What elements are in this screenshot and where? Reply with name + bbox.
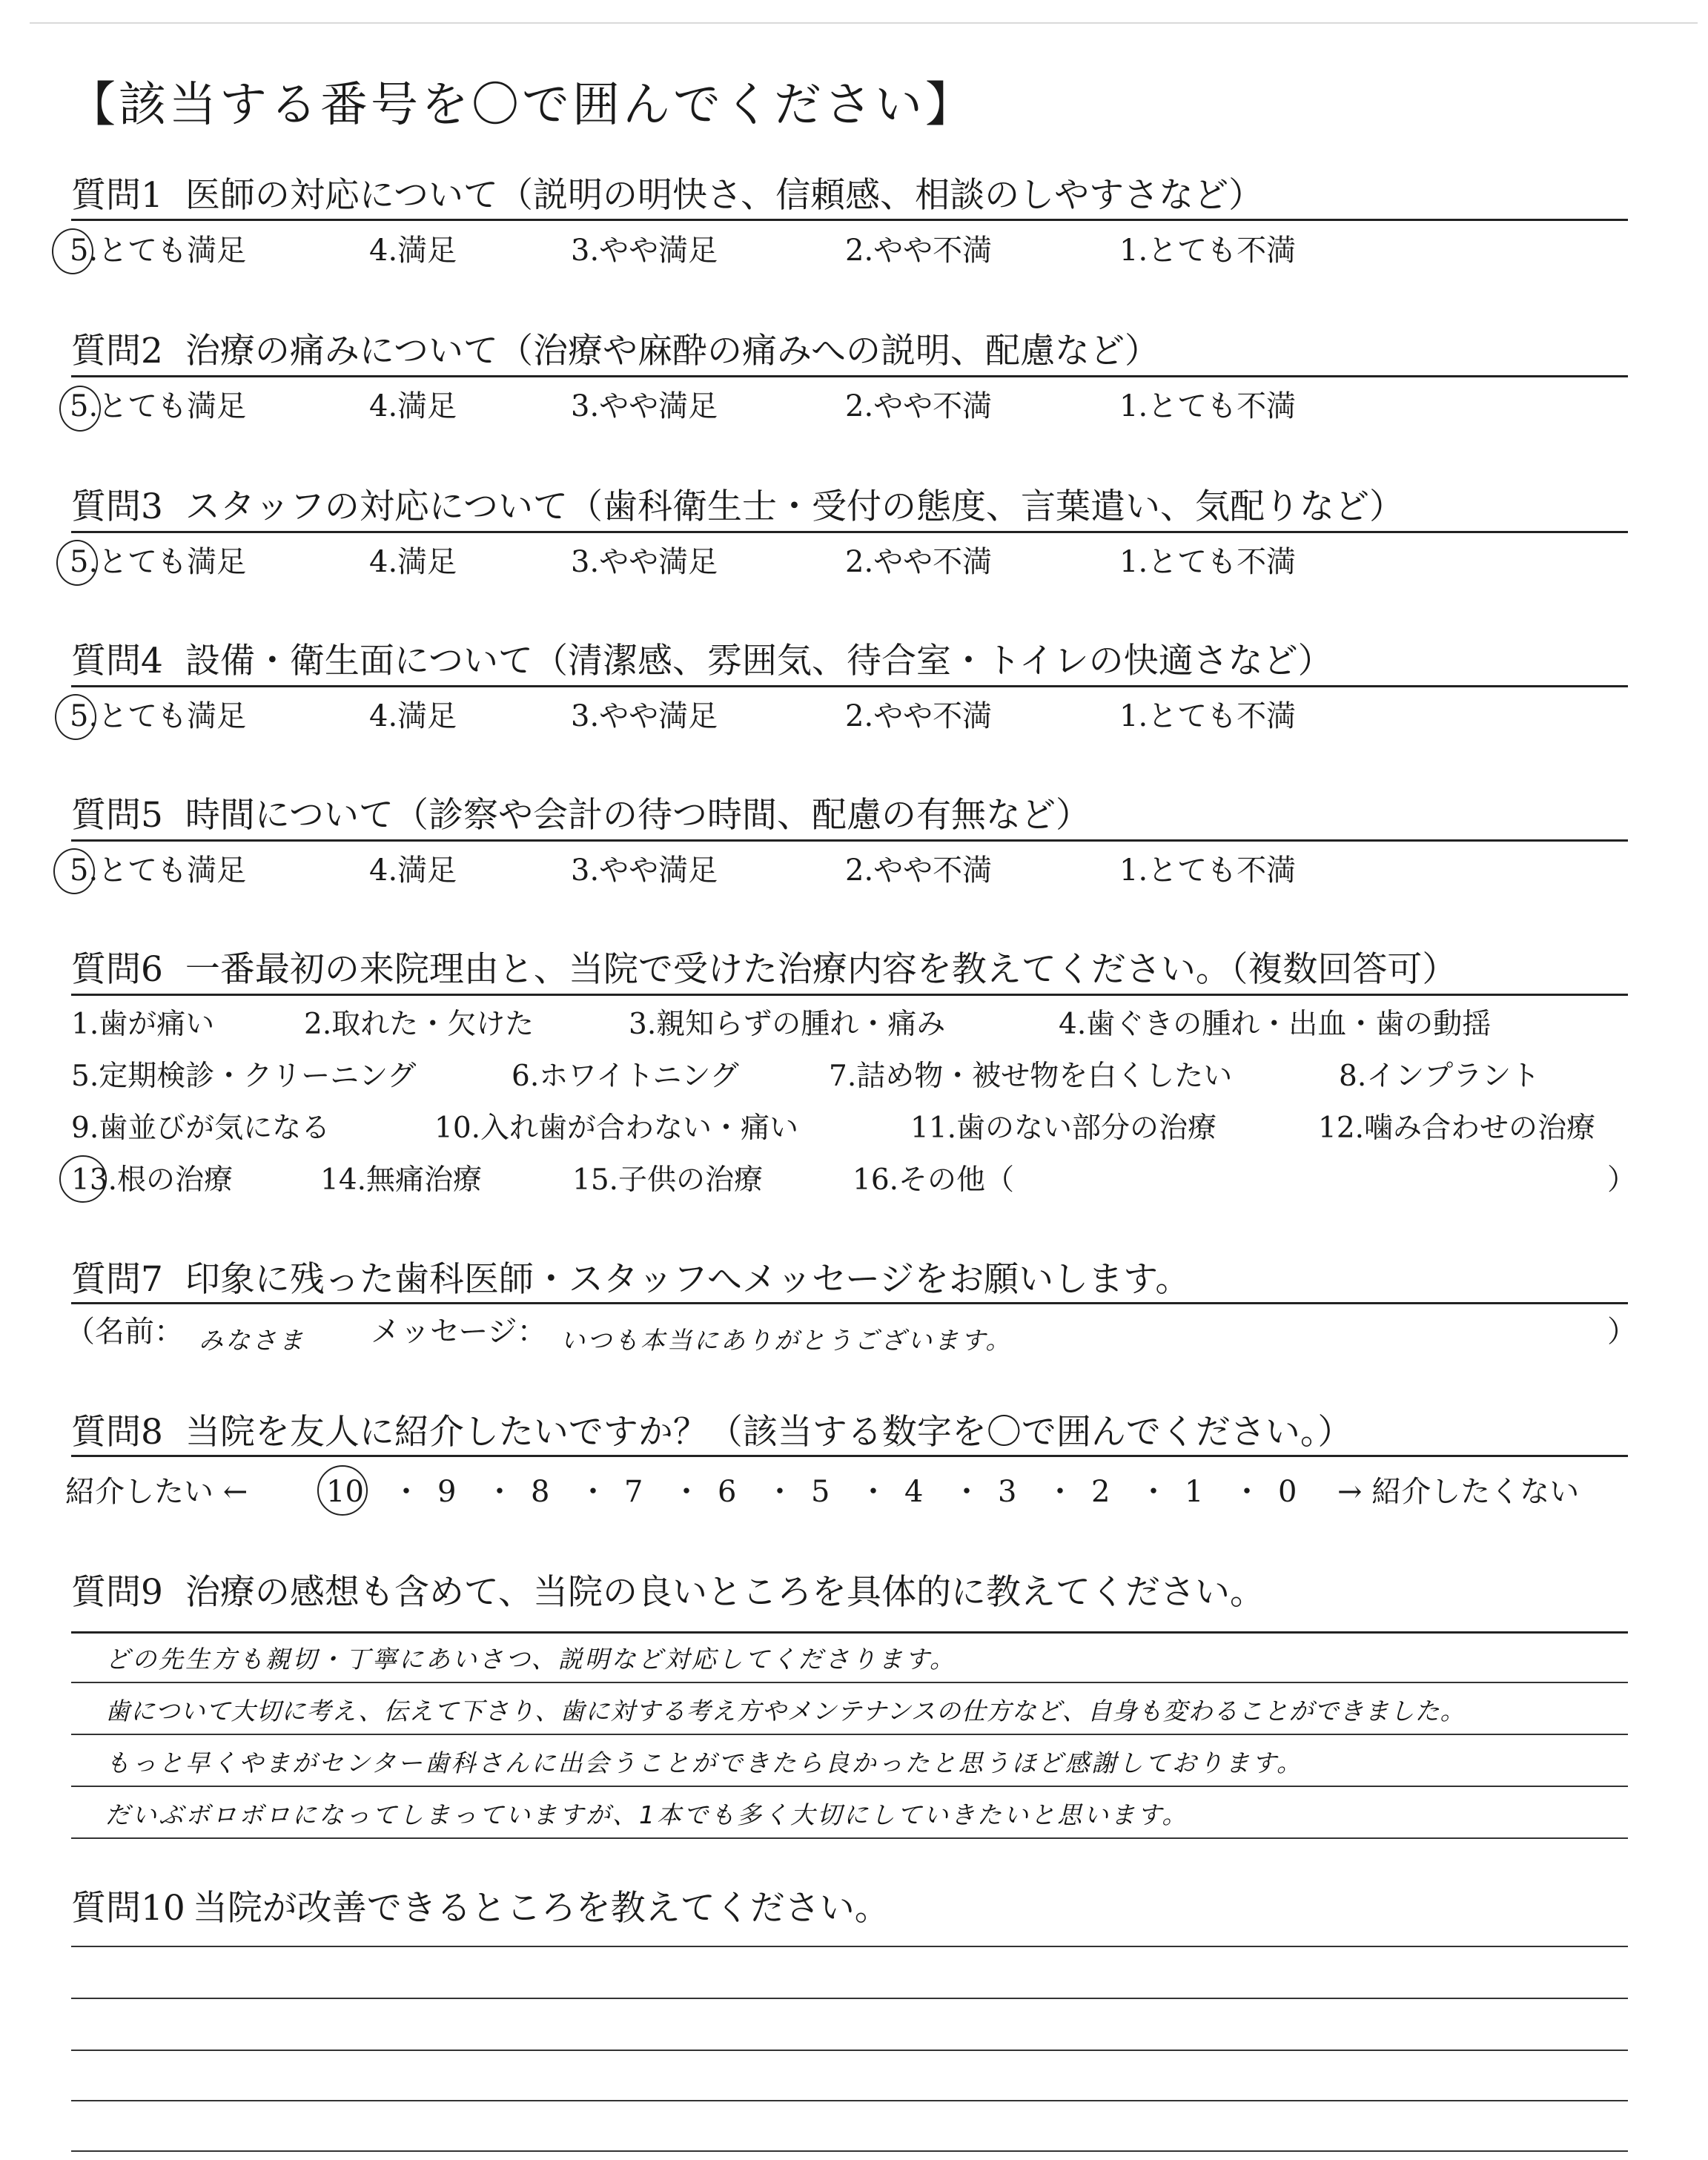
question-text: スタッフの対応について（歯科衛生士・受付の態度、言葉遣い、気配りなど） [185, 486, 1404, 527]
scale-dot: ・ [858, 1475, 888, 1509]
question-number: 質問10 [71, 1888, 185, 1929]
reason-option-16[interactable]: 16.その他（ [853, 1163, 1015, 1197]
option-4[interactable]: 4.満足 [369, 389, 457, 423]
divider [71, 839, 1628, 842]
divider [71, 219, 1628, 221]
top-edge-line [30, 22, 1698, 24]
question-6 [71, 949, 1457, 990]
question-9 [71, 1572, 1265, 1613]
question-number: 質問3 [71, 486, 163, 527]
question-8 [71, 1412, 1353, 1453]
reason-option-1[interactable]: 1.歯が痛い [71, 1008, 215, 1041]
scale-8[interactable]: 8 [531, 1475, 550, 1509]
reason-option-7[interactable]: 7.詰め物・被せ物を白くしたい [829, 1060, 1233, 1093]
question-number: 質問9 [71, 1572, 163, 1613]
option-5[interactable]: 5.とても満足 [70, 699, 247, 733]
divider [71, 1455, 1628, 1457]
question-number: 質問7 [71, 1259, 163, 1300]
option-1[interactable]: 1.とても不満 [1119, 234, 1297, 268]
writing-line [71, 1837, 1628, 1839]
reason-option-2[interactable]: 2.取れた・欠けた [304, 1008, 534, 1041]
message-value[interactable]: いつも本当にありがとうございます。 [560, 1326, 1013, 1355]
option-4[interactable]: 4.満足 [369, 545, 457, 579]
divider [71, 1302, 1628, 1304]
question-3 [71, 486, 1404, 527]
scale-5[interactable]: 5 [811, 1475, 830, 1509]
writing-line[interactable] [71, 2050, 1628, 2051]
reason-option-9[interactable]: 9.歯並びが気になる [71, 1112, 331, 1145]
divider [71, 375, 1628, 377]
option-5[interactable]: 5.とても満足 [70, 545, 247, 579]
question-number: 質問8 [71, 1412, 163, 1453]
writing-line[interactable] [71, 1946, 1628, 1947]
divider [71, 994, 1628, 996]
writing-line [71, 1786, 1628, 1787]
option-4[interactable]: 4.満足 [369, 699, 457, 733]
divider [71, 685, 1628, 687]
reason-option-13[interactable]: 13.根の治療 [71, 1163, 234, 1197]
answer-line-1[interactable]: どの先生方も親切・丁寧にあいさつ、説明など対応してくださります。 [105, 1645, 957, 1674]
divider [71, 1631, 1628, 1634]
option-2[interactable]: 2.やや不満 [845, 853, 993, 888]
recommend-left-label: 紹介したい ← [65, 1475, 248, 1509]
writing-line [71, 1682, 1628, 1683]
recommend-right-label: → 紹介したくない [1337, 1475, 1580, 1509]
option-2[interactable]: 2.やや不満 [845, 699, 993, 733]
reason-option-4[interactable]: 4.歯ぐきの腫れ・出血・歯の動揺 [1059, 1008, 1492, 1041]
scale-dot: ・ [952, 1475, 982, 1509]
option-3[interactable]: 3.やや満足 [571, 699, 718, 733]
question-text: 治療の痛みについて（治療や麻酔の痛みへの説明、配慮など） [185, 331, 1160, 371]
option-2[interactable]: 2.やや不満 [845, 389, 993, 423]
writing-line[interactable] [71, 2150, 1628, 2152]
reason-option-3[interactable]: 3.親知らずの腫れ・痛み [629, 1008, 946, 1041]
reason-option-11[interactable]: 11.歯のない部分の治療 [910, 1112, 1217, 1145]
reason-option-10[interactable]: 10.入れ歯が合わない・痛い [434, 1112, 799, 1145]
option-1[interactable]: 1.とても不満 [1119, 853, 1297, 888]
scale-1[interactable]: 1 [1185, 1475, 1204, 1509]
option-4[interactable]: 4.満足 [369, 853, 457, 888]
question-10 [71, 1888, 890, 1929]
question-1 [71, 175, 1264, 216]
option-4[interactable]: 4.満足 [369, 234, 457, 268]
option-5[interactable]: 5.とても満足 [70, 234, 247, 268]
question-4 [71, 641, 1333, 681]
option-3[interactable]: 3.やや満足 [571, 853, 718, 888]
question-text: 設備・衛生面について（清潔感、雰囲気、待合室・トイレの快適さなど） [185, 641, 1333, 681]
question-2 [71, 331, 1160, 371]
option-2[interactable]: 2.やや不満 [845, 234, 993, 268]
question-text: 一番最初の来院理由と、当院で受けた治療内容を教えてください。（複数回答可） [185, 949, 1457, 990]
option-2[interactable]: 2.やや不満 [845, 545, 993, 579]
question-text: 医師の対応について（説明の明快さ、信頼感、相談のしやすさなど） [185, 175, 1264, 216]
writing-line[interactable] [71, 2100, 1628, 2101]
page-title: 【該当する番号を〇で囲んでください】 [68, 78, 976, 133]
reason-option-14[interactable]: 14.無痛治療 [320, 1163, 483, 1197]
scale-dot: ・ [1045, 1475, 1075, 1509]
name-value[interactable]: みなさま [199, 1326, 305, 1355]
question-number: 質問2 [71, 331, 163, 371]
option-3[interactable]: 3.やや満足 [571, 234, 718, 268]
scale-4[interactable]: 4 [904, 1475, 924, 1509]
other-close-paren: ） [1607, 1163, 1637, 1197]
message-close-paren: ） [1607, 1315, 1637, 1349]
scale-3[interactable]: 3 [998, 1475, 1017, 1509]
question-text: 当院を友人に紹介したいですか？（該当する数字を〇で囲んでください。） [185, 1412, 1353, 1453]
message-label: メッセージ： [371, 1315, 547, 1349]
scale-dot: ・ [391, 1475, 421, 1509]
question-number: 質問4 [71, 641, 163, 681]
scale-dot: ・ [672, 1475, 701, 1509]
name-label: （名前： [65, 1315, 184, 1349]
writing-line [71, 1734, 1628, 1735]
reason-option-12[interactable]: 12.噛み合わせの治療 [1318, 1112, 1596, 1145]
option-5[interactable]: 5.とても満足 [70, 389, 247, 423]
reason-option-15[interactable]: 15.子供の治療 [572, 1163, 764, 1197]
question-text: 印象に残った歯科医師・スタッフへメッセージをお願いします。 [185, 1259, 1191, 1300]
question-number: 質問1 [71, 175, 163, 216]
scale-7[interactable]: 7 [624, 1475, 643, 1509]
scale-dot: ・ [485, 1475, 514, 1509]
answer-line-2[interactable]: 歯について大切に考え、伝えて下さり、歯に対する考え方やメンテナンスの仕方など、自身も変わることができました。 [105, 1697, 1466, 1725]
option-1[interactable]: 1.とても不満 [1119, 699, 1297, 733]
scale-6[interactable]: 6 [718, 1475, 737, 1509]
writing-line[interactable] [71, 1998, 1628, 1999]
scale-0[interactable]: 0 [1278, 1475, 1297, 1509]
answer-line-3[interactable]: もっと早くやまがセンター歯科さんに出会うことができたら良かったと思うほど感謝しております。 [105, 1748, 1304, 1777]
scale-dot: ・ [765, 1475, 795, 1509]
option-1[interactable]: 1.とても不満 [1119, 389, 1297, 423]
reason-option-6[interactable]: 6.ホワイトニング [512, 1060, 739, 1093]
question-text: 治療の感想も含めて、当院の良いところを具体的に教えてください。 [185, 1572, 1265, 1613]
option-5[interactable]: 5.とても満足 [70, 853, 247, 888]
scale-dot: ・ [578, 1475, 608, 1509]
scale-2[interactable]: 2 [1091, 1475, 1110, 1509]
reason-option-5[interactable]: 5.定期検診・クリーニング [71, 1060, 417, 1093]
question-5 [71, 795, 1090, 836]
divider [71, 531, 1628, 533]
scale-9[interactable]: 9 [437, 1475, 457, 1509]
question-text: 時間について（診察や会計の待つ時間、配慮の有無など） [185, 795, 1090, 836]
scale-dot: ・ [1232, 1475, 1262, 1509]
option-1[interactable]: 1.とても不満 [1119, 545, 1297, 579]
answer-line-4[interactable]: だいぶボロボロになってしまっていますが、1本でも多く大切にしていきたいと思います。 [105, 1800, 1189, 1829]
option-3[interactable]: 3.やや満足 [571, 545, 718, 579]
scale-10[interactable]: 10 [326, 1475, 364, 1509]
question-7 [71, 1259, 1191, 1300]
reason-option-8[interactable]: 8.インプラント [1339, 1060, 1540, 1093]
question-number: 質問6 [71, 949, 163, 990]
question-number: 質問5 [71, 795, 163, 836]
question-text: 当院が改善できるところを教えてください。 [192, 1888, 890, 1929]
option-3[interactable]: 3.やや満足 [571, 389, 718, 423]
scale-dot: ・ [1139, 1475, 1168, 1509]
